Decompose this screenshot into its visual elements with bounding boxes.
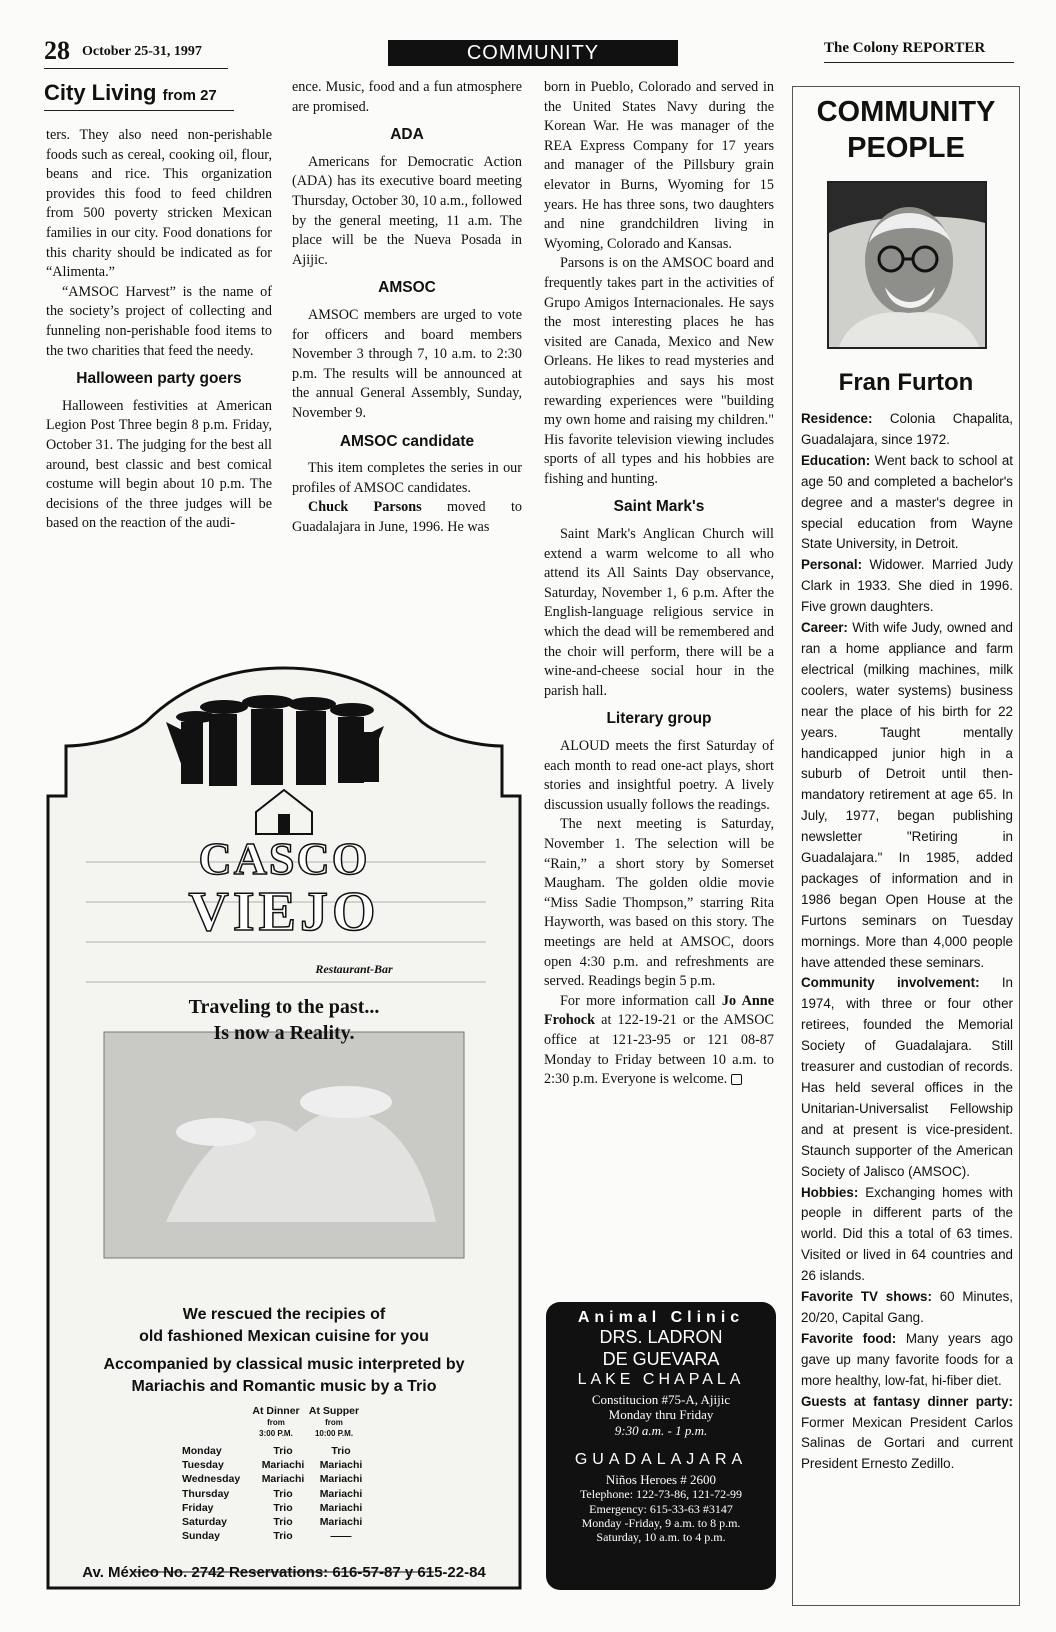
subhead-ada: ADA — [390, 126, 424, 144]
bio-career — [801, 618, 1013, 973]
subhead-amsoc-candidate: AMSOC candidate — [339, 432, 475, 450]
bio-label: Education: — [801, 452, 871, 468]
schedule-supper: Mariachi — [319, 1459, 363, 1472]
schedule-supper: Mariachi — [319, 1516, 363, 1529]
schedule-dinner: Trio — [273, 1487, 293, 1500]
schedule-supper: —— — [330, 1530, 352, 1543]
bio-text: With wife Judy, owned and ran a home appliance and farm electrical (milking machines, milk coolers, water systems) business near the place of his birth for 22 years. Taught mentally handicapped junior high in a suburb of Detroit until then-mandatory retirement at age 65. In July, 1977, began publishing newsletter "Retiring in Guadalajara." In 1985, added packages of information and in 1986 began Open House at the Furtons seminars on Tuesday mornings. More than 4,000 people have attended these seminars. — [801, 620, 1013, 970]
casco-viejo-ad — [46, 662, 522, 1590]
sidebar-title-2: PEOPLE — [847, 132, 965, 164]
clinic-hours-days-1: Monday thru Friday — [608, 1407, 714, 1423]
schedule-day: Saturday — [182, 1516, 227, 1529]
portrait-icon — [829, 183, 985, 347]
bio-label: Community involvement: — [801, 975, 980, 991]
clinic-location-2: GUADALAJARA — [574, 1451, 748, 1469]
paragraph: Halloween festivities at American Legion Post Three begin 8 p.m. Friday, October 31. The judging for the best all around, best classic and best comical costume will begin about 10 p.m. The decisions of the three judges will be based on the reaction of the audi- — [46, 397, 272, 532]
schedule-dinner: Trio — [273, 1530, 293, 1543]
ad-logo-top: CASCO — [198, 833, 370, 884]
kicker-jump: from 27 — [162, 87, 217, 104]
paragraph — [544, 992, 774, 1090]
subhead-amsoc: AMSOC — [378, 279, 436, 297]
clinic-emergency: Emergency: 615-33-63 #3147 — [589, 1501, 733, 1516]
sidebar-title-1: COMMUNITY — [816, 96, 996, 128]
paragraph: ALOUD meets the first Saturday of each month to read one-act plays, short stories and insightful poetry. A lively discussion usually follows the readings. — [544, 738, 774, 813]
schedule-row — [182, 1515, 370, 1529]
clinic-telephone: Telephone: 122-73-86, 121-72-99 — [579, 1487, 743, 1502]
person-name: Chuck Parsons — [308, 499, 422, 516]
paragraph-text: moved to Guadalajara in June, 1996. He was — [292, 499, 522, 535]
bio-text: Went back to school at age 50 and completed a bachelor's degree and a master's degree in special education from Wayne State University, in Detroit. — [801, 452, 1013, 552]
clinic-address-1: Constitucion #75-A, Ajijic — [591, 1391, 731, 1407]
person-name: Jo Anne Frohock — [544, 992, 774, 1029]
schedule-table — [182, 1444, 370, 1543]
kicker-rule — [44, 110, 234, 111]
schedule-header-dinner-from: from — [267, 1418, 285, 1427]
section-title: COMMUNITY — [388, 40, 678, 66]
schedule-supper: Mariachi — [319, 1487, 363, 1500]
bio-label: Guests at fantasy dinner party: — [801, 1393, 1013, 1409]
schedule-dinner: Trio — [273, 1501, 293, 1514]
paragraph: Americans for Democratic Action (ADA) has its executive board meeting Thursday, October 30, 10 a.m., followed by the general meeting, 11 a.m. The place will be the Nueva Posada in Ajijic. — [292, 153, 522, 268]
profile-bio — [801, 409, 1013, 1475]
bio-label: Personal: — [801, 557, 863, 573]
schedule-row — [182, 1529, 370, 1543]
paragraph: ence. Music, food and a fun atmosphere are promised. — [292, 79, 522, 115]
paragraph — [292, 498, 522, 537]
schedule-header-dinner-label: At Dinner — [252, 1405, 300, 1417]
portrait-photo — [827, 181, 987, 349]
continued-kicker — [44, 80, 217, 106]
schedule-day: Thursday — [182, 1487, 230, 1500]
clinic-line: Animal Clinic — [577, 1309, 745, 1326]
paragraph: born in Pueblo, Colorado and served in the United States Navy during the Korean War. He was manager of the REA Express Company for 17 years and manager of the Pillsbury grain elevator in Burns, Wyoming for 15 years. He has three sons, two daughters and nine grandchildren living in Wyoming, Colorado and Kansas. — [544, 79, 774, 252]
bio-hobbies — [801, 1183, 1013, 1288]
ad-line-3: Accompanied by classical music interpreted by — [103, 1356, 465, 1373]
ad-line-1: We rescued the recipies of — [182, 1306, 386, 1323]
kicker-title: City Living — [44, 80, 157, 105]
article-column-3 — [544, 78, 774, 1090]
bio-text: Exchanging homes with people in different parts of the world. Did this a total of 63 times. Visited or lived in 64 countries and 26 islands. — [801, 1184, 1013, 1284]
bio-text: Many years ago gave up many favorite foods for a more healthy, low-fat, hi-fiber diet. — [801, 1330, 1013, 1388]
paragraph: This item completes the series in our profiles of AMSOC candidates. — [292, 460, 522, 496]
bio-text: In 1974, with three or four other retirees, founded the Memorial Society of Guadalajara. Still treasurer and custodian of records. Has held several offices in the Unitarian-Universalist Fellowship and at present is vice-president. Staunch supporter of the American Society of Jalisco (AMSOC). — [801, 975, 1014, 1179]
bio-text: Widower. Married Judy Clark in 1933. She died in 1996. Five grown daughters. — [801, 557, 1013, 615]
article-column-2 — [292, 78, 522, 537]
profile-name: Fran Furton — [838, 369, 974, 396]
schedule-supper: Mariachi — [319, 1501, 363, 1514]
clinic-doctors-2: DE GUEVARA — [602, 1348, 720, 1369]
ad-tagline-1: Traveling to the past... — [188, 996, 380, 1018]
ad-line-4: Mariachis and Romantic music by a Trio — [131, 1378, 437, 1395]
schedule-day: Tuesday — [182, 1459, 224, 1472]
header-rule-left — [44, 68, 228, 69]
paragraph: “AMSOC Harvest” is the name of the society’s project of collecting and funneling non-perishable food items to the two charities that feed the needy. — [46, 283, 272, 359]
schedule-row — [182, 1444, 370, 1458]
paragraph-text: at 122-19-21 or the AMSOC office at 121-23-95 or 121 08-87 Monday to Friday between 10 a.m. to 2:30 p.m. Everyone is welcome. — [544, 1012, 774, 1088]
schedule-header-supper-from: from — [325, 1418, 343, 1427]
ad-logo-bottom: VIEJO — [188, 881, 380, 943]
bio-community — [801, 973, 1013, 1182]
paragraph: AMSOC members are urged to vote for officers and board members November 3 through 7, 10 a.m. to 2:30 p.m. The results will be announced at the annual General Assembly, Sunday, November 9. — [292, 306, 522, 421]
bio-label: Favorite TV shows: — [801, 1289, 932, 1305]
ad-footer-address: Av. México No. 2742 Reservations: 616-57-87 y 615-22-84 — [82, 1564, 486, 1581]
schedule-row — [182, 1501, 370, 1515]
schedule-dinner: Trio — [273, 1445, 293, 1457]
subhead-halloween: Halloween party goers — [76, 370, 242, 388]
clinic-location-1: LAKE CHAPALA — [577, 1371, 745, 1389]
subhead-literary-group: Literary group — [606, 710, 712, 728]
schedule-header-dinner-time: 3:00 P.M. — [259, 1429, 293, 1438]
bio-text: Former Mexican President Carlos Salinas de Gortari and current President Ernesto Zedillo. — [801, 1414, 1013, 1472]
animal-clinic-ad — [546, 1302, 776, 1590]
schedule-dinner: Mariachi — [261, 1459, 305, 1472]
bio-label: Hobbies: — [801, 1184, 859, 1200]
paragraph: Saint Mark's Anglican Church will extend a warm welcome to all who attend its All Saints Day observance, Saturday, November 1, 6 p.m. After the English-language religious service in which the dead will be remembered and the choir will perform, there will be a wine-and-cheese social hour in the parish hall. — [544, 526, 774, 699]
end-mark-icon — [731, 1074, 742, 1085]
ad-logo-subtitle: Restaurant-Bar — [315, 962, 393, 976]
schedule-supper: Mariachi — [319, 1473, 363, 1486]
schedule-day: Wednesday — [182, 1473, 241, 1486]
schedule-row — [182, 1487, 370, 1501]
schedule-header-supper — [304, 1406, 364, 1439]
schedule-header-supper-time: 10:00 P.M. — [314, 1429, 354, 1438]
bio-residence — [801, 409, 1013, 451]
schedule-supper: Trio — [331, 1445, 351, 1457]
bio-label: Residence: — [801, 411, 873, 426]
article-column-1 — [46, 126, 272, 534]
schedule-day: Sunday — [182, 1530, 220, 1543]
bio-text: 60 Minutes, 20/20, Capital Gang. — [801, 1289, 1013, 1325]
clinic-hours-saturday: Saturday, 10 a.m. to 4 p.m. — [596, 1530, 726, 1545]
clinic-doctors: DRS. LADRON — [599, 1327, 723, 1348]
bio-tv — [801, 1287, 1013, 1329]
issue-date: October 25-31, 1997 — [82, 44, 202, 59]
paragraph: Parsons is on the AMSOC board and frequently takes part in the activities of Grupo Amigos Internacionales. He says the most interesting places he has visited are Canada, Mexico and New Orleans. He likes to read mysteries and autobiographies and says his most rewarding experiences were "building my own home and raising my children." His favorite television viewing includes sports of all types and his hobbies are fishing and hunting. — [544, 255, 774, 487]
bio-personal — [801, 555, 1013, 618]
paper-name: The Colony REPORTER — [824, 40, 986, 56]
paragraph: The next meeting is Saturday, November 1. The selection will be “Rain,” a short story by Somerset Maugham. The golden oldie movie “Miss Sadie Thompson,” starring Rita Hayworth, was based on this story. The meetings are held at AMSOC, doors open 4:30 p.m. and refreshments are served. Readings begin 5 p.m. — [544, 816, 774, 990]
header-rule-right — [824, 62, 1014, 63]
clinic-hours-1: 9:30 a.m. - 1 p.m. — [614, 1422, 708, 1438]
bio-text: Colonia Chapalita, Guadalajara, since 1972. — [801, 411, 1013, 447]
ad-tagline-2: Is now a Reality. — [213, 1022, 355, 1044]
bio-guests — [801, 1392, 1013, 1476]
community-people-sidebar — [792, 86, 1020, 1606]
paragraph-text: For more information call — [560, 992, 722, 1009]
schedule-header-supper-label: At Supper — [308, 1405, 360, 1417]
schedule-day: Monday — [182, 1445, 222, 1457]
schedule-day: Friday — [182, 1501, 214, 1514]
bio-food — [801, 1329, 1013, 1392]
paragraph: ters. They also need non-perishable foods such as cereal, cooking oil, flour, beans and rice. This organization provides this food to feed children from 500 poverty stricken Mexican families in our city. Food donations for this charity should be indicated as for “Alimenta.” — [46, 127, 272, 281]
subhead-saint-marks: Saint Mark's — [613, 498, 705, 516]
schedule-dinner: Mariachi — [261, 1473, 305, 1486]
schedule-header-dinner — [246, 1406, 306, 1439]
bio-label: Career: — [801, 620, 848, 636]
bio-label: Favorite food: — [801, 1330, 897, 1346]
clinic-hours-weekday: Monday -Friday, 9 a.m. to 8 p.m. — [581, 1515, 741, 1530]
clinic-address-2: Niños Heroes # 2600 — [605, 1471, 717, 1487]
schedule-row — [182, 1458, 370, 1472]
schedule-row — [182, 1472, 370, 1486]
schedule-dinner: Trio — [273, 1516, 293, 1529]
ad-line-2: old fashioned Mexican cuisine for you — [139, 1328, 429, 1345]
page-number: 28 — [44, 36, 70, 65]
bio-education — [801, 451, 1013, 556]
